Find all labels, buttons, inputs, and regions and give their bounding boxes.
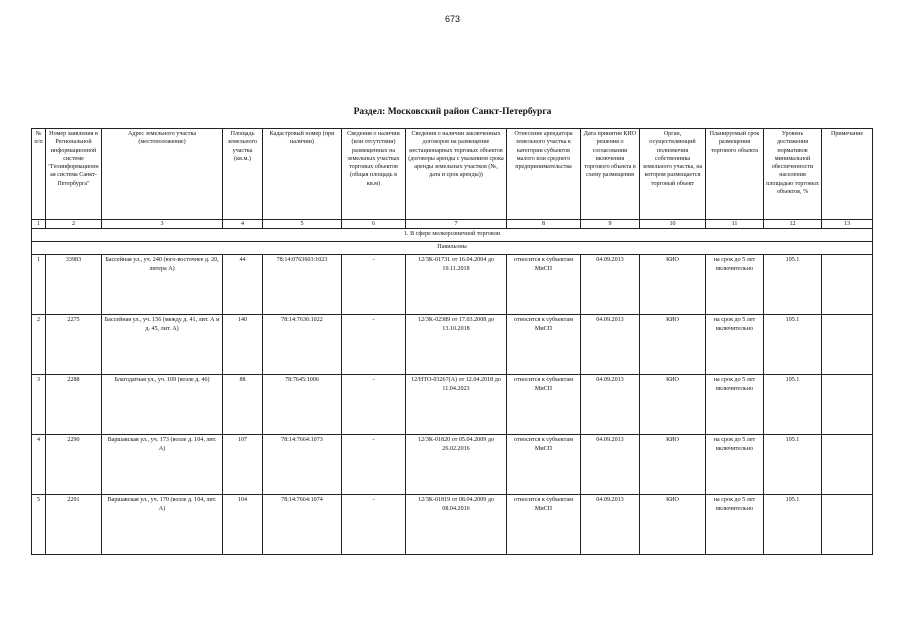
cell-num: 5 <box>32 495 46 555</box>
cell-authority: КИО <box>640 435 706 495</box>
table-row <box>32 255 873 315</box>
cell-existing-objects: - <box>342 375 406 435</box>
cell-term: на срок до 5 лет включительно <box>706 495 764 555</box>
cell-kio-date: 04.09.2013 <box>581 255 640 315</box>
column-number: 11 <box>706 220 764 229</box>
cell-sme: относится к субъектам МиСП <box>507 435 581 495</box>
header-cell-num: № п/п <box>32 129 46 220</box>
table-row <box>32 495 873 555</box>
table-row <box>32 315 873 375</box>
cell-address: Варшавская ул., уч. 173 (возле д. 104, лит. А) <box>102 435 223 495</box>
column-number: 12 <box>764 220 822 229</box>
column-number: 9 <box>581 220 640 229</box>
cell-address: Благодатная ул., уч. 109 (возле д. 46) <box>102 375 223 435</box>
column-number: 1 <box>32 220 46 229</box>
cell-authority: КИО <box>640 375 706 435</box>
section-row <box>32 229 873 242</box>
header-cell-app-number: Номер заявления в Региональной информационной системе "Геоинформационная система Санкт-Петербурга" <box>46 129 102 220</box>
cell-kio-date: 04.09.2013 <box>581 495 640 555</box>
cell-authority: КИО <box>640 255 706 315</box>
cell-authority: КИО <box>640 315 706 375</box>
cell-existing-objects: - <box>342 255 406 315</box>
cell-app-number: 33983 <box>46 255 102 315</box>
cell-contracts: 12/НТО-03267(А) от 12.04.2018 до 11.04.2023 <box>406 375 507 435</box>
cell-existing-objects: - <box>342 495 406 555</box>
column-number: 8 <box>507 220 581 229</box>
cell-contracts: 12/ЗК-01819 от 08.04.2009 до 08.04.2016 <box>406 495 507 555</box>
cell-cadastral: 78:14:7636:1022 <box>263 315 342 375</box>
cell-term: на срок до 5 лет включительно <box>706 315 764 375</box>
cell-num: 3 <box>32 375 46 435</box>
cell-area: 88 <box>223 375 263 435</box>
cell-level: 195.1 <box>764 495 822 555</box>
cell-level: 195.1 <box>764 435 822 495</box>
section-title: Раздел: Московский район Санкт-Петербурга <box>353 107 552 117</box>
cell-term: на срок до 5 лет включительно <box>706 255 764 315</box>
header-cell-existing-objects: Сведения о наличии (или отсутствии) размещенных на земельных участках торговых объектов (общая площадь в кв.м) <box>342 129 406 220</box>
column-number: 2 <box>46 220 102 229</box>
header-cell-sme: Отнесение арендатора земельного участка к категории субъектов малого или среднего предпринимательства <box>507 129 581 220</box>
cell-level: 195.1 <box>764 315 822 375</box>
cell-kio-date: 04.09.2013 <box>581 315 640 375</box>
header-cell-term: Планируемый срок размещения торгового объекта <box>706 129 764 220</box>
cell-note <box>822 255 873 315</box>
cell-cadastral: 78:7645:1006 <box>263 375 342 435</box>
cell-cadastral: 78:14:7664:1073 <box>263 435 342 495</box>
cell-contracts: 12/ЗК-02389 от 17.03.2008 до 13.10.2018 <box>406 315 507 375</box>
cell-note <box>822 375 873 435</box>
header-cell-contracts: Сведения о наличии заключенных договоров на размещение нестационарных торговых объектов (договоры аренды с указанием срока аренды земельных участков (№, дата и срок аренды)) <box>406 129 507 220</box>
cell-cadastral: 78:14:0763603:1023 <box>263 255 342 315</box>
cell-contracts: 12/ЗК-01731 от 16.04.2004 до 19.11.2018 <box>406 255 507 315</box>
cell-cadastral: 78:14:7664:1074 <box>263 495 342 555</box>
column-number: 5 <box>263 220 342 229</box>
column-number: 6 <box>342 220 406 229</box>
header-cell-authority: Орган, осуществляющий полномочия собственника земельного участка, на котором размещается торговый объект <box>640 129 706 220</box>
cell-area: 107 <box>223 435 263 495</box>
cell-area: 44 <box>223 255 263 315</box>
subsection-row <box>32 242 873 255</box>
page-number: 673 <box>444 14 461 24</box>
cell-note <box>822 315 873 375</box>
cell-level: 195.1 <box>764 255 822 315</box>
column-number: 10 <box>640 220 706 229</box>
cell-app-number: 2291 <box>46 495 102 555</box>
header-cell-cadastral: Кадастровый номер (при наличии) <box>263 129 342 220</box>
column-number: 13 <box>822 220 873 229</box>
cell-kio-date: 04.09.2013 <box>581 375 640 435</box>
cell-app-number: 2288 <box>46 375 102 435</box>
column-number-row <box>32 220 873 229</box>
header-cell-level: Уровень достижения нормативов минимальной обеспеченности населения площадью торговых объектов, % <box>764 129 822 220</box>
cell-app-number: 2290 <box>46 435 102 495</box>
header-cell-address: Адрес земельного участка (местоположение) <box>102 129 223 220</box>
header-row <box>32 129 873 220</box>
cell-address: Бассейная ул., уч. 156 (между д. 41, лит. А и д. 45, лит. А) <box>102 315 223 375</box>
subsection-label: Павильоны <box>32 242 873 255</box>
cell-note <box>822 495 873 555</box>
cell-num: 4 <box>32 435 46 495</box>
cell-num: 2 <box>32 315 46 375</box>
cell-app-number: 2275 <box>46 315 102 375</box>
cell-existing-objects: - <box>342 435 406 495</box>
register-table <box>31 128 873 555</box>
column-number: 7 <box>406 220 507 229</box>
table-row <box>32 435 873 495</box>
cell-term: на срок до 5 лет включительно <box>706 375 764 435</box>
cell-authority: КИО <box>640 495 706 555</box>
cell-area: 104 <box>223 495 263 555</box>
cell-area: 140 <box>223 315 263 375</box>
column-number: 3 <box>102 220 223 229</box>
cell-term: на срок до 5 лет включительно <box>706 435 764 495</box>
cell-address: Бассейная ул., уч. 240 (юго-восточнее д. 20, литера А) <box>102 255 223 315</box>
cell-sme: относится к субъектам МиСП <box>507 375 581 435</box>
table-row <box>32 375 873 435</box>
cell-kio-date: 04.09.2013 <box>581 435 640 495</box>
cell-sme: относится к субъектам МиСП <box>507 255 581 315</box>
cell-num: 1 <box>32 255 46 315</box>
cell-sme: относится к субъектам МиСП <box>507 495 581 555</box>
cell-address: Варшавская ул., уч. 170 (возле д. 104, лит. А) <box>102 495 223 555</box>
cell-level: 195.1 <box>764 375 822 435</box>
section-label: 1. В сфере мелкорозничной торговли <box>32 229 873 242</box>
cell-contracts: 12/ЗК-01820 от 05.04.2009 до 26.02.2016 <box>406 435 507 495</box>
header-cell-note: Примечание <box>822 129 873 220</box>
column-number: 4 <box>223 220 263 229</box>
cell-note <box>822 435 873 495</box>
cell-sme: относится к субъектам МиСП <box>507 315 581 375</box>
header-cell-area: Площадь земельного участка (кв.м.) <box>223 129 263 220</box>
header-cell-kio-date: Дата принятия КИО решения о согласовании включения торгового объекта в схему размещения <box>581 129 640 220</box>
cell-existing-objects: - <box>342 315 406 375</box>
